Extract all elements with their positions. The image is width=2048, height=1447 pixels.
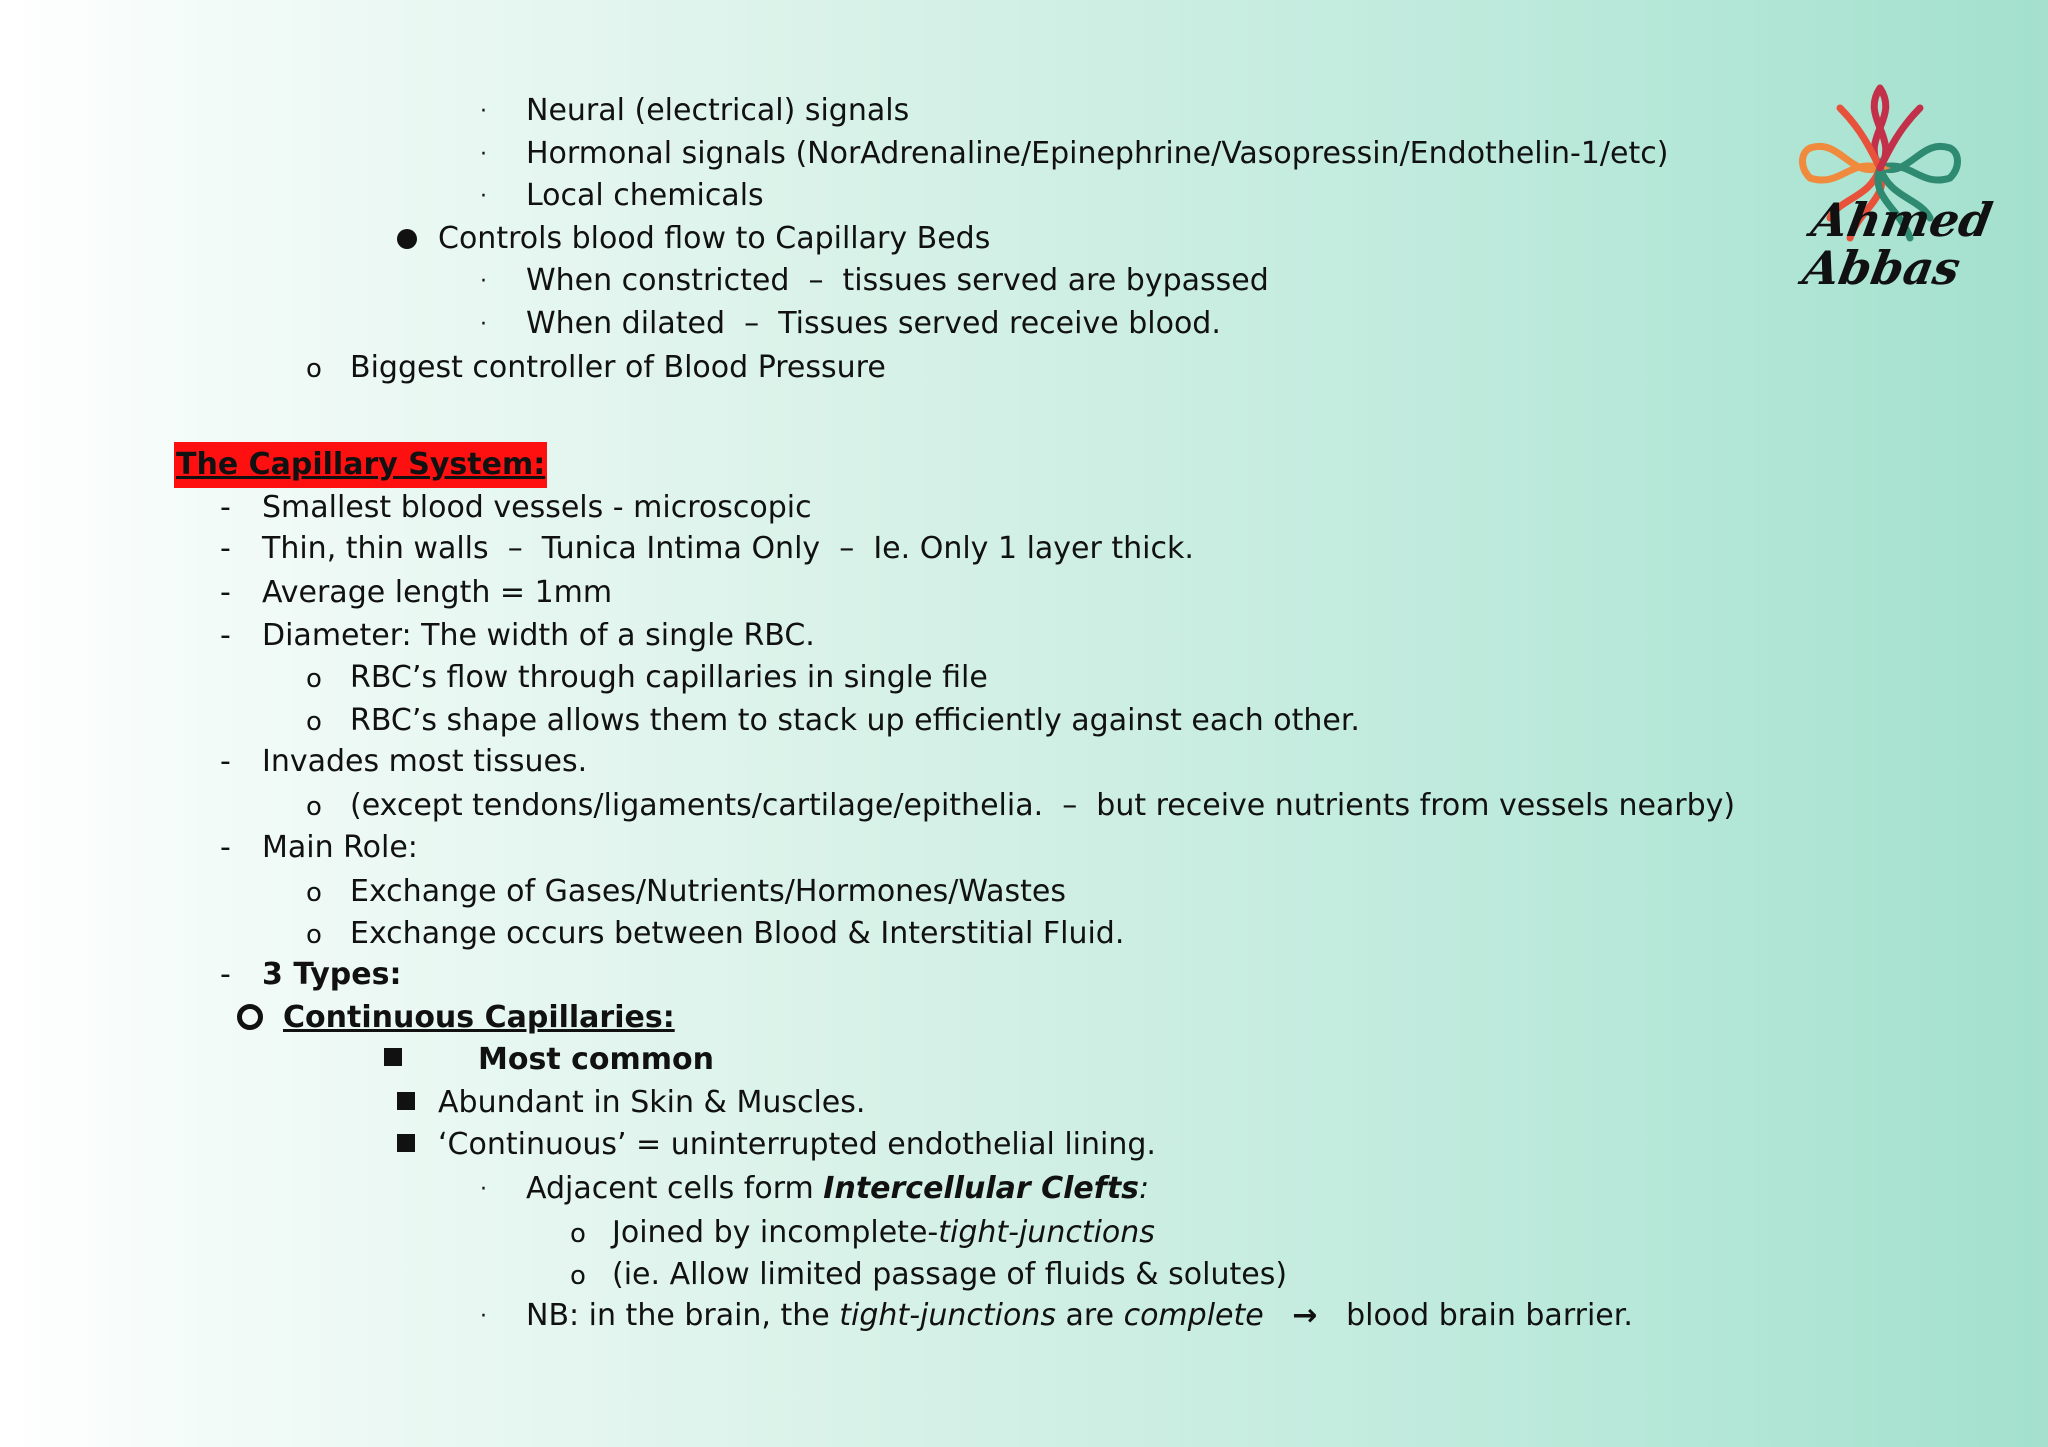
bullet-dot: · (480, 312, 487, 337)
bullet-ring (237, 1004, 263, 1030)
invades-line: Invades most tissues. (262, 744, 588, 779)
adjacent-line (526, 1171, 1149, 1207)
dash: – (1062, 788, 1078, 823)
bullet-o: o (306, 920, 322, 950)
constricted-line (526, 263, 1269, 299)
biggest-line: Biggest controller of Blood Pressure (350, 350, 886, 385)
rbc-flow-line: RBC’s flow through capillaries in single file (350, 660, 988, 695)
dash: – (808, 263, 824, 298)
abundant-line: Abundant in Skin & Muscles. (438, 1085, 866, 1120)
dilated-b: Tissues served receive blood. (778, 306, 1221, 341)
bullet-square (397, 1092, 415, 1110)
bullet-dash: - (220, 575, 231, 610)
bullet-dash: - (220, 531, 231, 566)
bullet-dot: · (480, 269, 487, 294)
logo-line-2: Abbas (1799, 241, 1965, 295)
logo-wordmark (1799, 193, 1997, 295)
bullet-dash: - (220, 957, 231, 992)
signal-neural: Neural (electrical) signals (526, 93, 910, 128)
bullet-o: o (306, 354, 322, 384)
bullet-dash: - (220, 744, 231, 779)
adjacent-a: Adjacent cells form (526, 1171, 824, 1206)
exchange1-line: Exchange of Gases/Nutrients/Hormones/Wastes (350, 874, 1067, 909)
bullet-o: o (306, 878, 322, 908)
except-a: (except tendons/ligaments/cartilage/epithelia. (350, 788, 1044, 823)
signal-local: Local chemicals (526, 178, 764, 213)
bullet-square (384, 1048, 402, 1066)
types-line: 3 Types: (262, 957, 402, 992)
continuous-heading: Continuous Capillaries: (283, 1000, 675, 1035)
bullet-o: o (306, 792, 322, 822)
constricted-a: When constricted (526, 263, 790, 298)
length-line: Average length = 1mm (262, 575, 613, 610)
bullet-o: o (306, 664, 322, 694)
bullet-o: o (570, 1219, 586, 1249)
dash: – (839, 531, 855, 566)
bullet-dot: · (480, 184, 487, 209)
thin-line (262, 531, 1194, 567)
main-role-line: Main Role: (262, 830, 418, 865)
bullet-dash: - (220, 830, 231, 865)
adjacent-b: Intercellular Clefts (823, 1171, 1140, 1206)
allow-line: (ie. Allow limited passage of fluids & solutes) (612, 1257, 1288, 1292)
except-line (350, 788, 1735, 824)
bullet-disc (397, 229, 417, 249)
continuous-def-line: ‘Continuous’ = uninterrupted endothelial lining. (438, 1127, 1156, 1162)
section-heading: The Capillary System: (174, 442, 547, 488)
bullet-square (397, 1134, 415, 1152)
dash: – (507, 531, 523, 566)
nb-e: blood brain barrier. (1346, 1298, 1633, 1333)
nb-b: tight-junctions (839, 1298, 1056, 1333)
rbc-shape-line: RBC’s shape allows them to stack up efficiently against each other. (350, 703, 1360, 738)
most-common-line: Most common (478, 1042, 714, 1077)
nb-d: complete (1123, 1298, 1264, 1333)
thin-a: Thin, thin walls (262, 531, 489, 566)
bullet-dot: · (480, 1304, 487, 1329)
nb-a: NB: in the brain, the (526, 1298, 840, 1333)
exchange2-line: Exchange occurs between Blood & Interstitial Fluid. (350, 916, 1125, 951)
joined-line (612, 1215, 1155, 1251)
thin-b: Tunica Intima Only (541, 531, 821, 566)
dilated-a: When dilated (526, 306, 726, 341)
joined-b: tight-junctions (938, 1215, 1155, 1250)
logo-line-1: Ahmed (1807, 193, 1997, 247)
constricted-b: tissues served are bypassed (842, 263, 1269, 298)
signal-hormonal: Hormonal signals (NorAdrenaline/Epinephrine/Vasopressin/Endothelin-1/etc) (526, 136, 1669, 171)
bullet-dot: · (480, 99, 487, 124)
thin-c: Ie. Only 1 layer thick. (873, 531, 1194, 566)
bullet-o: o (306, 707, 322, 737)
bullet-dot: · (480, 1177, 487, 1202)
dash: – (744, 306, 760, 341)
bullet-o: o (570, 1261, 586, 1291)
except-b: but receive nutrients from vessels nearby) (1096, 788, 1736, 823)
diameter-line: Diameter: The width of a single RBC. (262, 618, 815, 653)
bullet-dot: · (480, 142, 487, 167)
arrow-right-icon: → (1292, 1298, 1318, 1333)
nb-line (526, 1298, 1633, 1334)
bullet-dash: - (220, 618, 231, 653)
nb-c: are (1055, 1298, 1124, 1333)
controls-line: Controls blood flow to Capillary Beds (438, 221, 991, 256)
joined-a: Joined by incomplete- (612, 1215, 939, 1250)
adjacent-c: : (1139, 1171, 1150, 1206)
bullet-dash: - (220, 490, 231, 525)
smallest-line: Smallest blood vessels - microscopic (262, 490, 812, 525)
dilated-line (526, 306, 1221, 342)
